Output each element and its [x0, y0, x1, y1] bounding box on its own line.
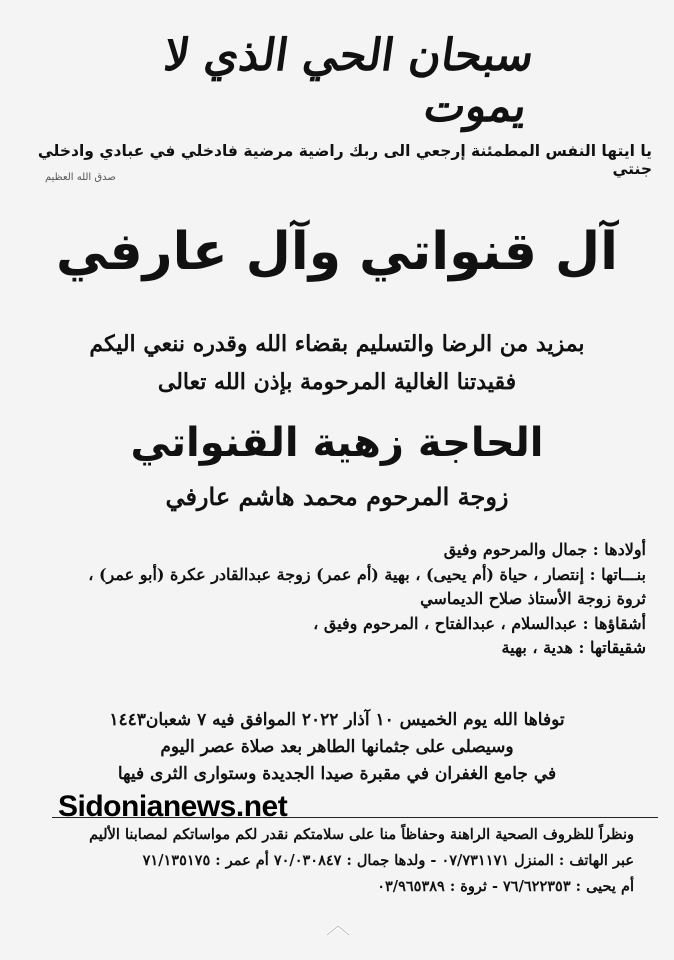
funeral-line: توفاها الله يوم الخميس ١٠ آذار ٢٠٢٢ الموافق فيه ٧ شعبان١٤٤٣: [109, 710, 565, 730]
intro-line: فقيدتنا الغالية المرحومة بإذن الله تعالى: [157, 369, 517, 395]
funeral-details: [0, 707, 674, 788]
funeral-line: في جامع الغفران في مقبرة صيدا الجديدة وستوارى الثرى فيها: [117, 764, 557, 784]
chevron-up-icon[interactable]: [323, 920, 353, 940]
relatives-line: أولادها : جمال والمرحوم وفيق: [443, 540, 646, 559]
relatives-line: أشقاؤها : عبدالسلام ، عبدالفتاح ، المرحوم وفيق ،: [313, 613, 646, 633]
announcement-intro: [0, 325, 674, 401]
quran-verse: يا ايتها النفس المطمئنة إرجعي الى ربك راضية مرضية فادخلي في عبادي وادخلي جنتي: [37, 142, 652, 178]
condolence-notice: [34, 822, 634, 900]
relatives-line: ثروة زوجة الأستاذ صلاح الديماسي: [420, 589, 646, 608]
divider: [52, 817, 658, 818]
condolence-line: ونظراً للظروف الصحية الراهنة وحفاظاً منا على سلامتكم نقدر لكم مواساتكم لمصابنا الأليم: [89, 826, 634, 843]
site-watermark: Sidonianews.net: [58, 790, 288, 823]
condolence-line: عبر الهاتف : المنزل ٠٧/٧٣١١٧١ - ولدها جمال : ٧٠/٠٣٠٨٤٧ أم عمر : ٧١/١٣٥١٧٥: [142, 852, 634, 869]
header-calligraphy: سبحان الحي الذي لا يموت: [160, 30, 538, 132]
intro-line: بمزيد من الرضا والتسليم بقضاء الله وقدره ننعي اليكم: [89, 331, 585, 357]
family-title: آل قنواتي وآل عارفي: [56, 222, 618, 282]
relatives-line: بنـــاتها : إنتصار ، حياة (أم يحيى) ، بهية (أم عمر) زوجة عبدالقادر عكرة (أبو عمر) ،: [88, 564, 646, 584]
verse-source: صدق الله العظيم: [45, 172, 116, 183]
funeral-line: وسيصلى على جثمانها الطاهر بعد صلاة عصر اليوم: [160, 737, 514, 757]
relatives-line: شقيقاتها : هدية ، بهية: [501, 638, 646, 657]
deceased-name: الحاجة زهية القنواتي: [130, 420, 544, 466]
condolence-line: أم يحيى : ٧٦/٦٢٢٣٥٣ - ثروة : ٠٣/٩٦٥٣٨٩: [377, 878, 634, 895]
relatives-list: [26, 538, 646, 661]
deceased-spouse: زوجة المرحوم محمد هاشم عارفي: [165, 482, 509, 511]
